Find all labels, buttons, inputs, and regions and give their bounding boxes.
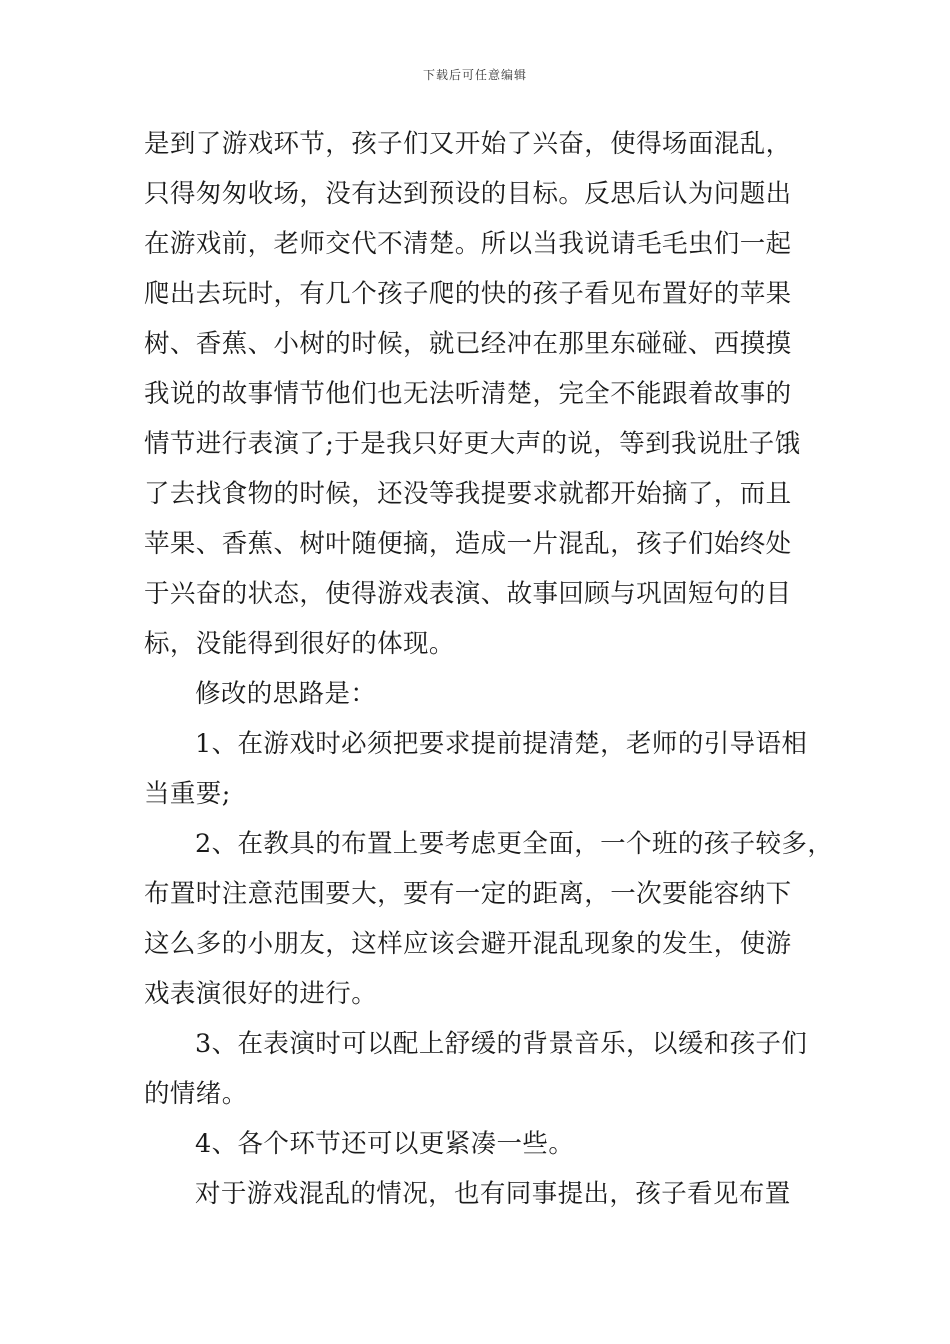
text-line: 的情绪。 <box>144 1079 248 1109</box>
paragraph-first-line: 对于游戏混乱的情况，也有同事提出，孩子看见布置 <box>195 1179 791 1209</box>
text-line: 布置时注意范围要大，要有一定的距离，一次要能容纳下 <box>144 879 792 909</box>
text-line: 是到了游戏环节，孩子们又开始了兴奋，使得场面混乱， <box>144 129 792 159</box>
text-line: 于兴奋的状态，使得游戏表演、故事回顾与巩固短句的目 <box>144 579 792 609</box>
list-item-1: 1、在游戏时必须把要求提前提清楚，老师的引导语相 <box>195 729 808 759</box>
text-line: 树、香蕉、小树的时候，就已经冲在那里东碰碰、西摸摸 <box>144 329 792 359</box>
list-item-4: 4、各个环节还可以更紧凑一些。 <box>195 1129 575 1159</box>
text-line: 在游戏前，老师交代不清楚。所以当我说请毛毛虫们一起 <box>144 229 792 259</box>
text-line: 标，没能得到很好的体现。 <box>144 629 455 659</box>
text-line: 这么多的小朋友，这样应该会避开混乱现象的发生，使游 <box>144 929 792 959</box>
text-line: 苹果、香蕉、树叶随便摘，造成一片混乱，孩子们始终处 <box>144 529 792 559</box>
text-line: 情节进行表演了;于是我只好更大声的说，等到我说肚子饿 <box>144 429 801 459</box>
page-header: 下载后可任意编辑 <box>422 68 527 82</box>
list-item-2: 2、在教具的布置上要考虑更全面，一个班的孩子较多， <box>195 829 834 859</box>
text-line: 戏表演很好的进行。 <box>144 979 378 1009</box>
text-line: 当重要; <box>144 779 231 809</box>
list-item-3: 3、在表演时可以配上舒缓的背景音乐，以缓和孩子们 <box>195 1029 808 1059</box>
text-line: 了去找食物的时候，还没等我提要求就都开始摘了，而且 <box>144 479 792 509</box>
text-line: 爬出去玩时，有几个孩子爬的快的孩子看见布置好的苹果 <box>144 279 792 309</box>
paragraph-first-line: 修改的思路是： <box>195 679 377 709</box>
text-line: 只得匆匆收场，没有达到预设的目标。反思后认为问题出 <box>144 179 792 209</box>
document-body <box>144 126 834 1226</box>
text-line: 我说的故事情节他们也无法听清楚，完全不能跟着故事的 <box>144 379 792 409</box>
